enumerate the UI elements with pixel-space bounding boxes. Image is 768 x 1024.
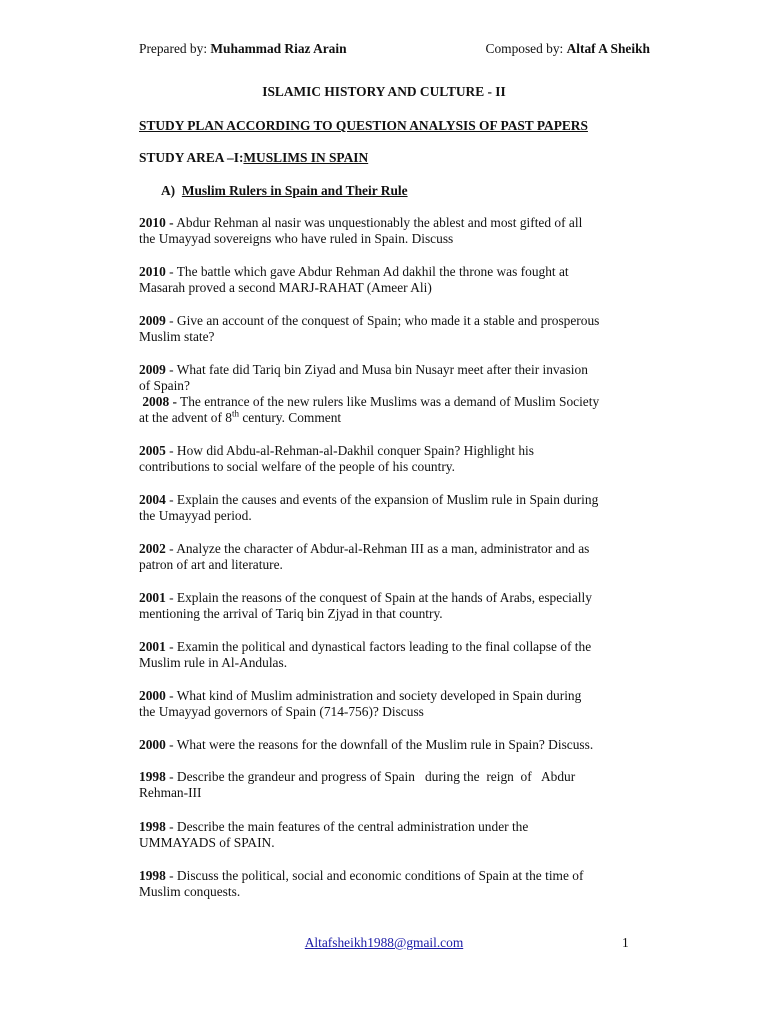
page-header — [139, 41, 650, 57]
question-item: 2000 - What kind of Muslim administration and society developed in Spain during the Umayyad governors of Spain (714-756)? Discuss — [139, 688, 582, 719]
section-heading: A) Muslim Rulers in Spain and Their Rule — [161, 183, 408, 198]
prepared-by-name: Muhammad Riaz Arain — [210, 41, 347, 56]
question-item: 2000 - What were the reasons for the downfall of the Muslim rule in Spain? Discuss. — [139, 737, 594, 752]
question-item: 2002 - Analyze the character of Abdur-al-Rehman III as a man, administrator and as patron of art and literature. — [139, 541, 590, 572]
page-number: 1 — [622, 935, 629, 950]
question-item: 1998 - Describe the grandeur and progress of Spain during the reign of Abdur Rehman-III — [139, 769, 576, 800]
composed-by-name: Altaf A Sheikh — [566, 41, 650, 56]
question-item: 2010 - The battle which gave Abdur Rehman Ad dakhil the throne was fought at Masarah proved a second MARJ-RAHAT (Ameer Ali) — [139, 264, 569, 295]
question-item: 1998 - Describe the main features of the central administration under the UMMAYADS of SPAIN. — [139, 819, 529, 850]
question-item: 2005 - How did Abdu-al-Rehman-al-Dakhil conquer Spain? Highlight his contributions to social welfare of the people of his country. — [139, 443, 534, 474]
question-item: 2001 - Explain the reasons of the conquest of Spain at the hands of Arabs, especially mentioning the arrival of Tariq bin Zjyad in that country. — [139, 590, 592, 621]
composed-by: Composed by: Altaf A Sheikh — [485, 41, 650, 56]
question-item: 1998 - Discuss the political, social and economic conditions of Spain at the time of Muslim conquests. — [139, 868, 584, 899]
document-title: ISLAMIC HISTORY AND CULTURE - II — [262, 84, 506, 99]
question-item: 2010 - Abdur Rehman al nasir was unquestionably the ablest and most gifted of all the Umayyad sovereigns who have ruled in Spain. Discuss — [139, 215, 583, 246]
prepared-by: Prepared by: Muhammad Riaz Arain — [139, 41, 347, 56]
question-item: 2009 - Give an account of the conquest of Spain; who made it a stable and prosperous Muslim state? — [139, 313, 600, 344]
question-item: 2004 - Explain the causes and events of the expansion of Muslim rule in Spain during the Umayyad period. — [139, 492, 599, 523]
section-title: Muslim Rulers in Spain and Their Rule — [181, 183, 408, 198]
question-item: 2001 - Examin the political and dynastical factors leading to the final collapse of the Muslim rule in Al-Andulas. — [139, 639, 592, 670]
footer-email-link[interactable]: Altafsheikh1988@gmail.com — [304, 935, 464, 950]
study-plan-heading: STUDY PLAN ACCORDING TO QUESTION ANALYSIS OF PAST PAPERS — [139, 118, 588, 133]
study-area-heading: STUDY AREA –I:MUSLIMS IN SPAIN — [139, 150, 369, 165]
question-item: 2008 - The entrance of the new rulers like Muslims was a demand of Muslim Society at the advent of 8th century. Comment — [139, 394, 600, 425]
question-item: 2009 - What fate did Tariq bin Ziyad and Musa bin Nusayr meet after their invasion of Spain? — [139, 362, 588, 393]
study-area-topic: MUSLIMS IN SPAIN — [243, 150, 369, 165]
